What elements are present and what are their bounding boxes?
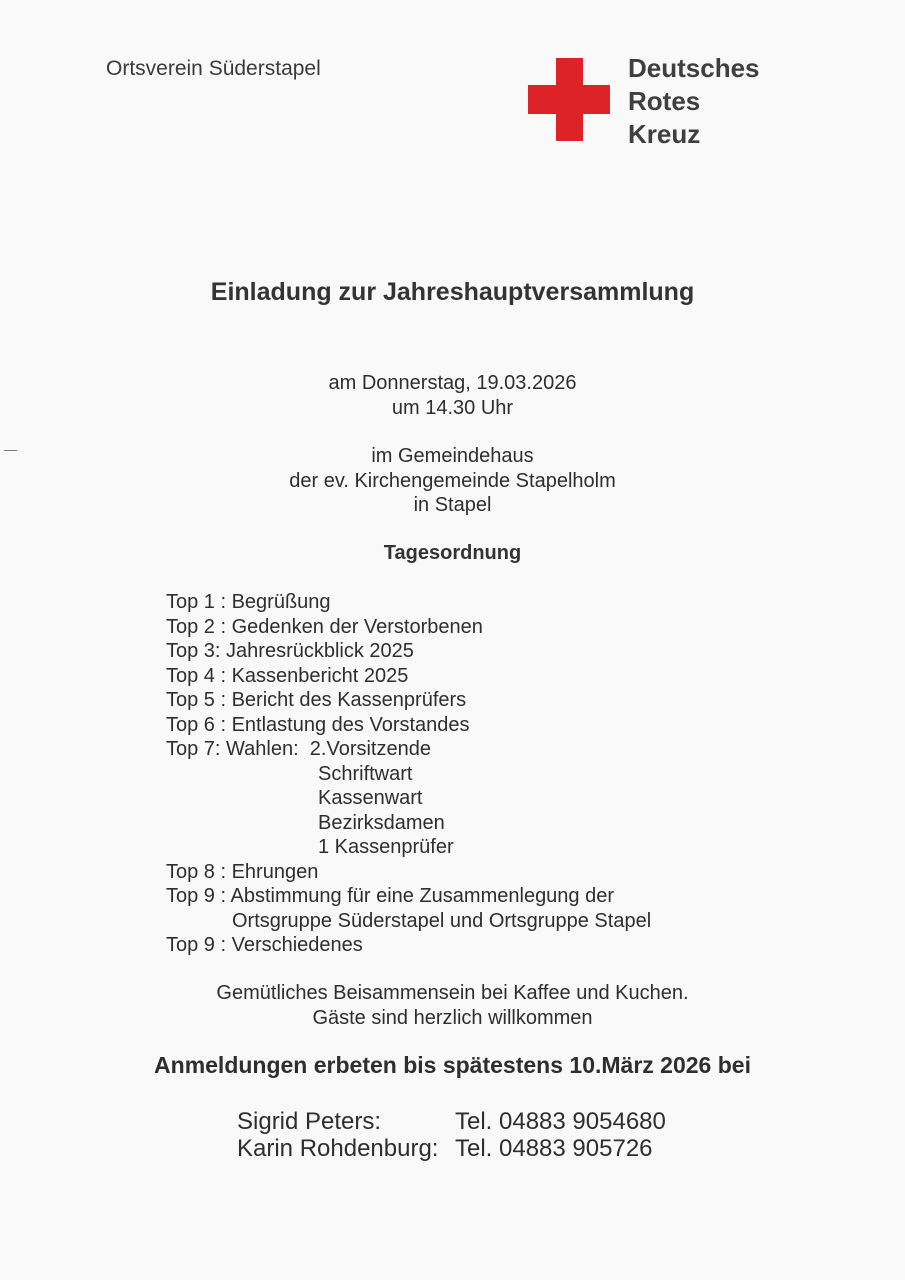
agenda-item: Top 6 : Entlastung des Vorstandes [166, 713, 470, 736]
social-note [0, 981, 905, 1030]
agenda-item: Top 5 : Bericht des Kassenprüfers [166, 689, 467, 711]
registration-deadline: Anmeldungen erbeten bis spätestens 10.März 2026 bei [154, 1052, 751, 1078]
contact-name: Sigrid Peters: [237, 1108, 382, 1135]
brand-line-3: Kreuz [628, 119, 701, 149]
agenda-item: Top 2 : Gedenken der Verstorbenen [166, 615, 483, 638]
agenda-subitem: Bezirksdamen [318, 811, 445, 834]
org-name: Ortsverein Süderstapel [106, 57, 321, 80]
agenda-heading: Tagesordnung [383, 542, 522, 564]
scan-mark [4, 450, 17, 451]
agenda-item: Top 1 : Begrüßung [166, 591, 331, 613]
agenda-subitem: Kassenwart [318, 787, 423, 809]
place-line-1: im Gemeindehaus [371, 445, 534, 467]
brand-line-2: Rotes [628, 86, 701, 116]
agenda-subitem: 1 Kassenprüfer [318, 836, 454, 858]
agenda-item-continuation: Ortsgruppe Süderstapel und Ortsgruppe Stapel [232, 909, 652, 932]
agenda-item: Top 8 : Ehrungen [166, 860, 319, 883]
agenda-item: Top 7: Wahlen: 2.Vorsitzende [166, 738, 431, 760]
event-time: um 14.30 Uhr [391, 396, 514, 419]
agenda-item: Top 9 : Verschiedenes [166, 934, 363, 956]
contact-phone: Tel. 04883 905726 [455, 1135, 653, 1162]
place-line-2: der ev. Kirchengemeinde Stapelholm [289, 469, 616, 492]
page-title: Einladung zur Jahreshauptversammlung [210, 278, 695, 306]
contact-name: Karin Rohdenburg: [237, 1135, 439, 1162]
place-line-3: in Stapel [413, 494, 492, 516]
event-datetime [0, 371, 905, 420]
guests-line: Gäste sind herzlich willkommen [312, 1006, 593, 1029]
brand-line-1: Deutsches [628, 53, 760, 83]
social-line: Gemütliches Beisammensein bei Kaffee und Kuchen. [216, 982, 689, 1004]
agenda-item: Top 9 : Abstimmung für eine Zusammenlegung der [166, 885, 615, 907]
agenda-item: Top 3: Jahresrückblick 2025 [166, 640, 414, 662]
contact-phone: Tel. 04883 9054680 [455, 1108, 666, 1135]
agenda-subitem: Schriftwart [318, 762, 413, 785]
red-cross-bar-vertical [556, 58, 583, 141]
event-date: am Donnerstag, 19.03.2026 [328, 372, 577, 394]
agenda-item: Top 4 : Kassenbericht 2025 [166, 664, 409, 687]
event-place [0, 444, 905, 518]
